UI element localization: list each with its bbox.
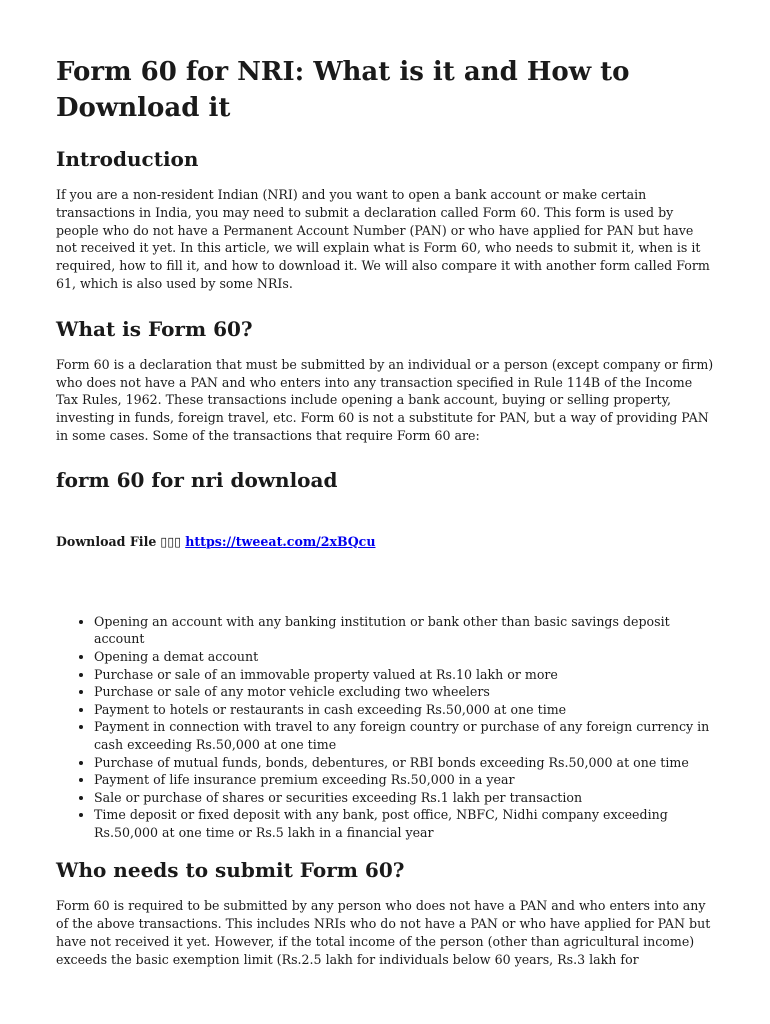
list-item: • Purchase or sale of an immovable property valued at Rs.10 lakh or more [94, 666, 714, 684]
who-needs-section [56, 856, 714, 968]
list-item: • Purchase of mutual funds, bonds, debentures, or RBI bonds exceeding Rs.50,000 at one time [94, 754, 714, 772]
list-item: • Time deposit or fixed deposit with any bank, post office, NBFC, Nidhi company exceeding Rs.50,000 at one time or Rs.5 lakh in a financial year [94, 806, 714, 841]
transactions-list [56, 613, 714, 842]
page-title: Form 60 for NRI: What is it and How to Download it [56, 57, 630, 123]
introduction-section [56, 145, 714, 293]
who-needs-paragraph: Form 60 is required to be submitted by any person who does not have a PAN and who enters into any of the above transactions. This includes NRIs who do not have a PAN or who have applied for PAN but have not received it yet. However, if the total income of the person (other than agricultural income) exceeds the basic exemption limit (Rs.2.5 lakh for individuals below 60 years, Rs.3 lakh for [56, 898, 711, 967]
download-label: Download File [56, 533, 157, 549]
list-item: • Payment in connection with travel to any foreign country or purchase of any foreign currency in cash exceeding Rs.50,000 at one time [94, 718, 714, 753]
list-item: • Payment of life insurance premium exceeding Rs.50,000 in a year [94, 771, 714, 789]
introduction-heading: Introduction [56, 147, 199, 171]
list-item: • Sale or purchase of shares or securities exceeding Rs.1 lakh per transaction [94, 789, 714, 807]
list-item: • Opening a demat account [94, 648, 714, 666]
what-is-form60-section [56, 315, 714, 445]
introduction-paragraph: If you are a non-resident Indian (NRI) and you want to open a bank account or make certain transactions in India, you may need to submit a declaration called Form 60. This form is used by people who do not have a Permanent Account Number (PAN) or who have applied for PAN but have not received it yet. In this article, we will explain what is Form 60, who needs to submit it, when is it required, how to fill it, and how to download it. We will also compare it with another form called Form 61, which is also used by some NRIs. [56, 187, 710, 291]
list-item: • Opening an account with any banking institution or bank other than basic savings deposit account [94, 613, 714, 648]
what-is-form60-paragraph: Form 60 is a declaration that must be submitted by an individual or a person (except company or firm) who does not have a PAN and who enters into any transaction specified in Rule 114B of the Income Tax Rules, 1962. These transactions include opening a bank account, buying or selling property, investing in funds, foreign travel, etc. Form 60 is not a substitute for PAN, but a way of providing PAN in some cases. Some of the transactions that require Form 60 are: [56, 356, 714, 443]
download-link[interactable]: https://tweeat.com/2xBQcu [185, 533, 376, 549]
download-heading: form 60 for nri download [56, 467, 338, 492]
download-section [56, 466, 714, 551]
who-needs-heading: Who needs to submit Form 60? [56, 858, 405, 883]
download-glyphs: ▯▯▯ [160, 533, 182, 549]
list-item: • Purchase or sale of any motor vehicle excluding two wheelers [94, 683, 714, 701]
list-item: • Payment to hotels or restaurants in cash exceeding Rs.50,000 at one time [94, 701, 714, 719]
what-is-form60-heading: What is Form 60? [56, 316, 253, 341]
download-line [56, 533, 714, 551]
